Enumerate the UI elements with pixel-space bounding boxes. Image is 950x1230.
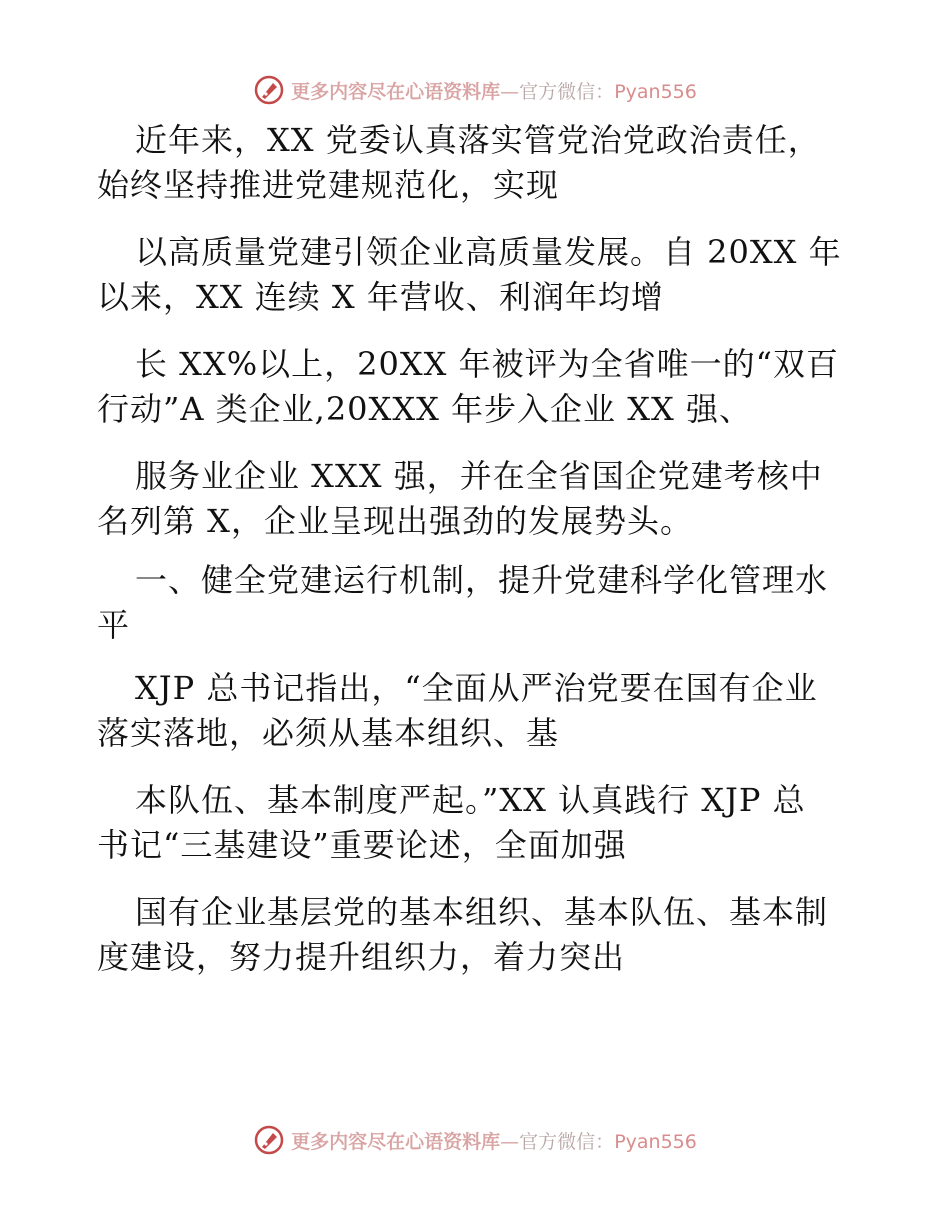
pen-nib-circle-icon xyxy=(253,74,285,106)
paragraph-5 xyxy=(97,666,857,756)
paragraph-line: 名列第 X，企业呈现出强劲的发展势头。 xyxy=(97,502,693,540)
watermark-main: 更多内容尽在心语资料库 xyxy=(291,1130,501,1153)
section-heading xyxy=(97,558,857,648)
document-body xyxy=(97,118,857,980)
watermark-footer xyxy=(0,1120,950,1160)
paragraph-line: 以高质量党建引领企业高质量发展。自 20XX 年 xyxy=(135,233,842,271)
paragraph-line: 国有企业基层党的基本组织、基本队伍、基本制 xyxy=(135,893,829,931)
paragraph-line: 书记“三基建设”重要论述，全面加强 xyxy=(97,826,627,864)
paragraph-line: 长 XX%以上，20XX 年被评为全省唯一的“双百 xyxy=(135,345,839,383)
paragraph-2 xyxy=(97,230,857,320)
watermark-sub: 官方微信： xyxy=(519,1130,615,1153)
watermark-dash: — xyxy=(500,80,520,103)
watermark-dash: — xyxy=(500,1130,520,1153)
paragraph-line: 近年来，XX 党委认真落实管党治党政治责任， xyxy=(135,121,821,159)
watermark-text xyxy=(291,77,697,104)
paragraph-3 xyxy=(97,342,857,432)
watermark-id: Pyan556 xyxy=(614,80,697,103)
watermark-id: Pyan556 xyxy=(614,1130,697,1153)
paragraph-line: 以来，XX 连续 X 年营收、利润年均增 xyxy=(97,278,664,316)
paragraph-line: XJP 总书记指出，“全面从严治党要在国有企业 xyxy=(135,669,818,707)
pen-nib-circle-icon xyxy=(253,1124,285,1156)
heading-line: 平 xyxy=(97,606,131,644)
paragraph-line: 本队伍、基本制度严起。”XX 认真践行 XJP 总 xyxy=(135,781,806,819)
paragraph-line: 始终坚持推进党建规范化，实现 xyxy=(97,166,560,204)
paragraph-line: 落实落地，必须从基本组织、基 xyxy=(97,714,560,752)
paragraph-line: 行动”A 类企业,20XXX 年步入企业 XX 强、 xyxy=(97,390,752,428)
paragraph-7 xyxy=(97,890,857,980)
watermark-main: 更多内容尽在心语资料库 xyxy=(291,80,501,103)
watermark-text xyxy=(291,1127,697,1154)
paragraph-4 xyxy=(97,454,857,544)
watermark-sub: 官方微信： xyxy=(519,80,615,103)
heading-line: 一、健全党建运行机制，提升党建科学化管理水 xyxy=(135,561,829,599)
watermark-header xyxy=(0,70,950,110)
paragraph-line: 服务业企业 XXX 强，并在全省国企党建考核中 xyxy=(135,457,823,495)
paragraph-6 xyxy=(97,778,857,868)
paragraph-line: 度建设，努力提升组织力，着力突出 xyxy=(97,938,626,976)
paragraph-1 xyxy=(97,118,857,208)
